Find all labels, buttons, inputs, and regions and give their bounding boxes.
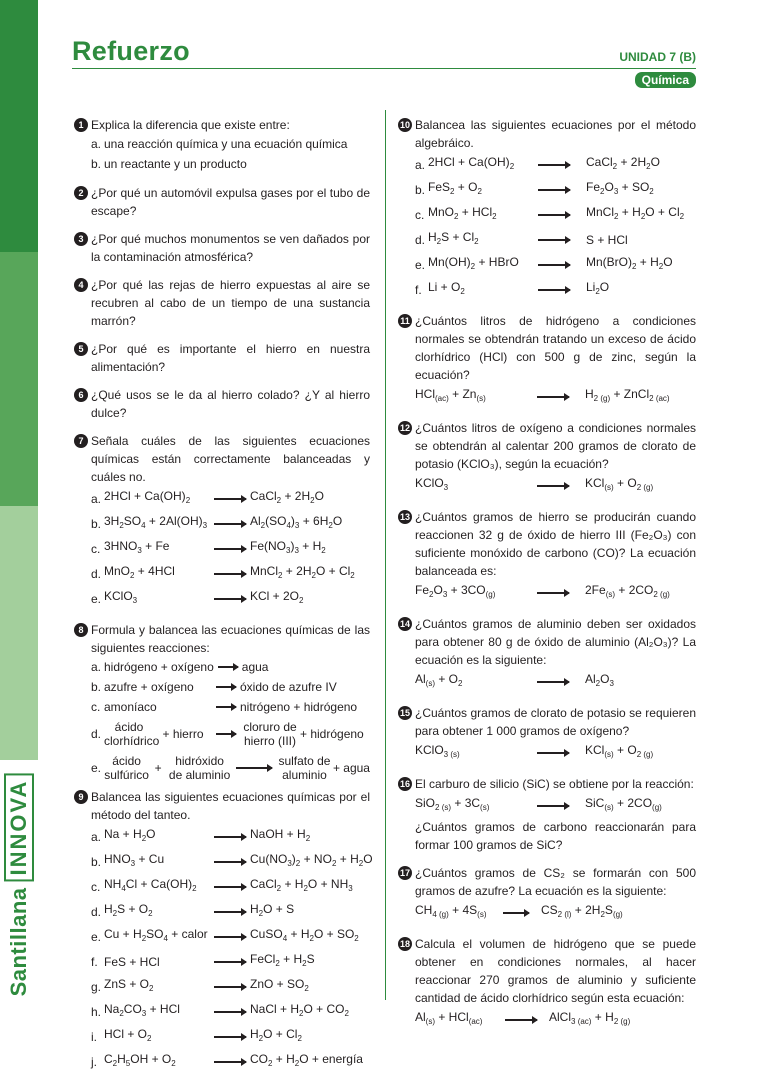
band-segment-light xyxy=(0,506,38,760)
question-text: Señala cuáles de las siguientes ecuaciones químicas están correctamente balanceadas y cuáles no. xyxy=(91,434,370,484)
question-number: 12 xyxy=(399,423,410,433)
question-1: 1 Explica la diferencia que existe entre: a. una reacción química y una ecuación química b. un reactante y un producto xyxy=(74,116,370,174)
band-segment-dark xyxy=(0,0,38,252)
question-number: 18 xyxy=(399,939,410,949)
reaction-b: b. azufre + oxígeno óxido de azufre IV xyxy=(91,680,337,694)
question-12 xyxy=(398,419,696,498)
reaction-d: d. ácido clorhídrico + hierro cloruro de hierro (III) + hidrógeno xyxy=(91,720,364,748)
question-text: ¿Cuántos gramos de hierro se producirán cuando reaccionen 32 g de óxido de hierro III (Fe₂O₃) con suficiente monóxido de carbono (CO)? La ecuación balanceada es: xyxy=(415,510,696,578)
question-number: 1 xyxy=(74,118,88,132)
equation: $CH_{4 (g)} + 4S_{(s)}$ $CS_{2 (l)} + 2H_2S_{(g)}$ xyxy=(415,903,623,919)
equation-h: h. $Na_2CO_3$ + HCl NaCl + $H_2O + CO_2$ xyxy=(91,1002,349,1019)
question-number: 8 xyxy=(74,623,88,637)
question-number: 16 xyxy=(399,779,410,789)
question-number: 4 xyxy=(74,278,88,292)
question-15 xyxy=(398,704,696,765)
question-text: ¿Por qué es importante el hierro en nuestra alimentación? xyxy=(91,342,370,374)
question-6 xyxy=(74,386,370,422)
equation-c: c. $3HNO_3 + Fe$ $Fe(NO_3)_3 + H_2$ xyxy=(91,539,326,556)
equation: KClO$_3$ $KCl_{(s)} + O_{2 (g)}$ xyxy=(415,476,654,492)
unit-label: UNIDAD 7 (B) xyxy=(619,50,696,64)
question-text: ¿Cuántos gramos de CS₂ se formarán con 500 gramos de azufre? La ecuación es la siguiente: xyxy=(415,866,696,898)
reaction-a: a. hidrógeno + oxígeno agua xyxy=(91,660,269,674)
question-9 xyxy=(74,788,373,1074)
question-13 xyxy=(398,508,696,605)
equation: $Al_{(s)} + HCl_{(ac)}$ AlCl$_{3 (ac)}$ + $H_{2 (g)}$ xyxy=(415,1010,631,1026)
question-number: 11 xyxy=(398,314,412,328)
band-segment-medium xyxy=(0,252,38,506)
question-text: ¿Cuántos litros de hidrógeno a condiciones normales se obtendrán tratando un exceso de ácido clorhídrico (HCl) con 500 g de zinc, según la ecuación? xyxy=(415,314,696,382)
question-text: ¿Por qué las rejas de hierro expuestas al aire se recubren al cabo de un tiempo de una sustancia marrón? xyxy=(91,278,370,328)
equation-g: g. ZnS + $O_2$ ZnO + $SO_2$ xyxy=(91,977,309,994)
option-b: un reactante y un producto xyxy=(104,157,247,171)
follow-up-text: ¿Cuántos gramos de carbono reaccionarán para formar 100 gramos de SiC? xyxy=(415,820,696,852)
question-number: 10 xyxy=(399,120,410,130)
page-title: Refuerzo xyxy=(72,36,190,66)
question-14 xyxy=(398,615,696,694)
question-text: Balancea las siguientes ecuaciones químicas por el método del tanteo. xyxy=(91,790,370,822)
question-number: 2 xyxy=(74,186,88,200)
question-2 xyxy=(74,184,370,220)
equation-d: d. $H_2S + Cl_2$ S + HCl xyxy=(415,230,628,247)
question-text: El carburo de silicio (SiC) se obtiene por la reacción: xyxy=(415,777,694,791)
question-11 xyxy=(398,312,696,409)
question-text: ¿Por qué muchos monumentos se ven dañados por la contaminación atmosférica? xyxy=(91,232,370,264)
subject-badge: Química xyxy=(635,72,696,88)
question-text: ¿Cuántos gramos de aluminio deben ser oxidados para obtener 80 g de óxido de aluminio (Al₂O₃)? La ecuación es la siguiente: xyxy=(415,617,696,667)
right-column xyxy=(398,116,696,1042)
question-text: ¿Cuántos litros de oxígeno a condiciones normales se obtendrán al calentar 200 gramos de clorato de potasio (KClO₃), según la ecuación? xyxy=(415,421,696,471)
equation-a: a. $Na + H_2O$ NaOH + $H_2$ xyxy=(91,827,311,844)
equation-e: e. $Mn(OH)_2$ + HBrO $Mn(BrO)_2 + H_2O$ xyxy=(415,255,673,272)
option-a: una reacción química y una ecuación química xyxy=(104,137,348,151)
equation: $Fe_2O_3 + 3CO_{(g)}$ $2Fe_{(s)} + 2CO_{2 (g)}$ xyxy=(415,583,670,599)
equation-b: b. $3H_2SO_4 + 2Al(OH)_3$ $Al_2(SO_4)_3 + 6H_2O$ xyxy=(91,514,343,531)
equation-e: e. KClO$_3$ KCl + $2O_2$ xyxy=(91,589,304,606)
equation: $Al_{(s)} + O_2$ $Al_2O_3$ xyxy=(415,672,614,688)
question-number: 15 xyxy=(399,708,410,718)
equation-d: d. $H_2S + O_2$ $H_2O + S$ xyxy=(91,902,295,919)
equation-d: d. MnO$_2$ + 4HCl MnCl$_2$ + $2H_2O + Cl_2$ xyxy=(91,564,355,581)
question-text: Formula y balancea las ecuaciones químicas de las siguientes reacciones: xyxy=(91,623,370,655)
equation: $SiO_{2 (s)} + 3C_{(s)}$ $SiC_{(s)} + 2CO_{(g)}$ xyxy=(415,796,662,812)
question-3 xyxy=(74,230,370,266)
question-number: 13 xyxy=(399,512,410,522)
question-text: Calcula el volumen de hidrógeno que se puede obtener en condiciones normales, al hacer reaccionar 270 gramos de aluminio y suficiente cantidad de ácido clorhídrico según esta ecuación: xyxy=(415,937,696,1005)
question-number: 5 xyxy=(74,342,88,356)
equation: KClO$_{3 (s)}$ $KCl_{(s)} + O_{2 (g)}$ xyxy=(415,743,654,759)
question-5 xyxy=(74,340,370,376)
equation-j: j. $C_2H_5OH + O_2$ $CO_2 + H_2O$ + energía xyxy=(91,1052,363,1069)
left-column xyxy=(74,116,373,1084)
question-10 xyxy=(398,116,696,302)
question-number: 6 xyxy=(74,388,88,402)
publisher-logo: SantillanaINNOVA xyxy=(4,774,34,997)
question-number: 14 xyxy=(399,619,410,629)
question-number: 17 xyxy=(399,868,410,878)
question-7 xyxy=(74,432,370,611)
equation-f: f. $Li + O_2$ $Li_2O$ xyxy=(415,280,610,297)
question-text: ¿Qué usos se le da al hierro colado? ¿Y al hierro dulce? xyxy=(91,388,370,420)
equation-b: b. $HNO_3 + Cu$ $Cu(NO_3)_2 + NO_2 + H_2O$ xyxy=(91,852,373,869)
reaction-e: e. ácido sulfúrico + hidróxido de aluminio sulfato de aluminio + agua xyxy=(91,754,370,782)
equation-i: i. HCl + $O_2$ $H_2O + Cl_2$ xyxy=(91,1027,302,1044)
question-text: Explica la diferencia que existe entre: xyxy=(91,118,290,132)
question-text: ¿Por qué un automóvil expulsa gases por el tubo de escape? xyxy=(91,186,370,218)
equation-a: a. $2HCl + Ca(OH)_2$ CaCl$_2$ + $2H_2O$ xyxy=(91,489,324,506)
reaction-c: c. amoníaco nitrógeno + hidrógeno xyxy=(91,700,358,714)
equation-e: e. $Cu + H_2SO_4$ + calor CuSO$_4$ + $H_2O + SO_2$ xyxy=(91,927,359,944)
equation-c: c. $NH_4Cl + Ca(OH)_2$ CaCl$_2$ + $H_2O + NH_3$ xyxy=(91,877,353,894)
question-16 xyxy=(398,775,696,854)
equation: $HCl_{(ac)} + Zn_{(s)}$ $H_{2 (g)}$ + ZnCl$_{2 (ac)}$ xyxy=(415,387,670,403)
question-text: ¿Cuántos gramos de clorato de potasio se requieren para obtener 1 000 gramos de oxígeno? xyxy=(415,706,696,738)
question-text: Balancea las siguientes ecuaciones por el método algebráico. xyxy=(415,118,696,150)
column-divider xyxy=(385,110,386,1000)
equation-f: f. FeS + HCl FeCl$_2$ + $H_2S$ xyxy=(91,952,315,969)
question-18 xyxy=(398,935,696,1032)
question-8 xyxy=(74,621,370,782)
question-number: 7 xyxy=(74,434,88,448)
question-4 xyxy=(74,276,370,330)
question-number: 3 xyxy=(74,232,88,246)
equation-a: a. $2HCl + Ca(OH)_2$ CaCl$_2$ + $2H_2O$ xyxy=(415,155,660,172)
question-number: 9 xyxy=(74,790,88,804)
question-17 xyxy=(398,864,696,925)
equation-c: c. MnO$_2$ + HCl$_2$ MnCl$_2$ + $H_2O + Cl_2$ xyxy=(415,205,685,222)
equation-b: b. $FeS_2 + O_2$ $Fe_2O_3 + SO_2$ xyxy=(415,180,654,197)
header-rule xyxy=(72,68,696,69)
